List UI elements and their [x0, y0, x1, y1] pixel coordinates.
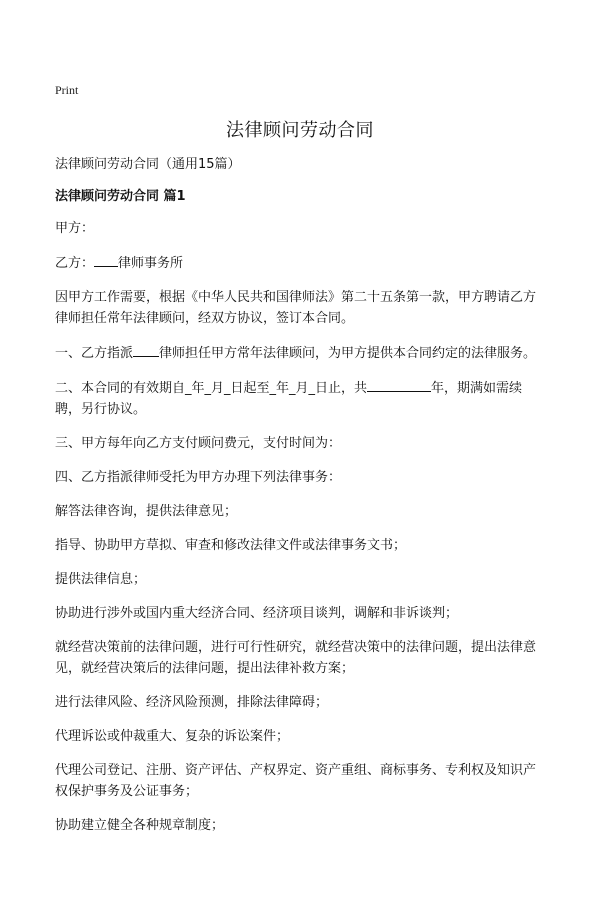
- party-b-suffix: 律师事务所: [118, 256, 184, 271]
- clause-3: 三、甲方每年向乙方支付顾问费元，支付时间为：: [55, 436, 342, 451]
- clause-2-suffix: 年，期满如需续聘，另行协议。: [55, 381, 523, 417]
- clause-2-prefix: 二、本合同的有效期自_年_月_日起至_年_月_日止，共: [55, 381, 368, 396]
- intro-paragraph: 因甲方工作需要，根据《中华人民共和国律师法》第二十五条第一款，甲方聘请乙方律师担任常年法律顾问，经双方协议，签订本合同。: [55, 290, 537, 326]
- clause-1-suffix: 律师担任甲方常年法律顾问，为甲方提供本合同约定的法律服务。: [159, 346, 537, 361]
- clause-1-blank: [133, 342, 159, 357]
- document-title: 法律顾问劳动合同: [226, 120, 374, 141]
- section-heading: 法律顾问劳动合同 篇1: [55, 189, 186, 204]
- list-item: 代理诉讼或仲裁重大、复杂的诉讼案件；: [55, 729, 290, 744]
- clause-4: 四、乙方指派律师受托为甲方办理下列法律事务：: [55, 470, 342, 485]
- list-item: 进行法律风险、经济风险预测，排除法律障碍；: [55, 695, 329, 710]
- party-b-prefix: 乙方：: [55, 256, 95, 271]
- party-a: 甲方：: [55, 221, 95, 236]
- clause-1: [55, 342, 547, 364]
- clause-2-blank: [367, 377, 431, 392]
- party-b: [55, 252, 547, 274]
- list-item: 解答法律咨询，提供法律意见；: [55, 504, 238, 519]
- clause-2: [55, 377, 547, 420]
- list-item: 协助建立健全各种规章制度；: [55, 818, 225, 833]
- clause-1-prefix: 一、乙方指派: [55, 346, 134, 361]
- list-item: 提供法律信息；: [55, 572, 147, 587]
- list-item: 协助进行涉外或国内重大经济合同、经济项目谈判，调解和非诉谈判；: [55, 606, 459, 621]
- party-b-blank: [94, 252, 118, 267]
- document-subtitle: 法律顾问劳动合同（通用15篇）: [55, 157, 241, 172]
- list-item: 就经营决策前的法律问题，进行可行性研究，就经营决策中的法律问题，提出法律意见，就经营决策后的法律问题，提出法律补救方案；: [55, 640, 537, 676]
- document-body: [55, 154, 547, 849]
- list-item: 代理公司登记、注册、资产评估、产权界定、资产重组、商标事务、专利权及知识产权保护事务及公证事务；: [55, 763, 537, 799]
- list-item: 指导、协助甲方草拟、审查和修改法律文件或法律事务文书；: [55, 538, 407, 553]
- print-link[interactable]: Print: [55, 83, 79, 97]
